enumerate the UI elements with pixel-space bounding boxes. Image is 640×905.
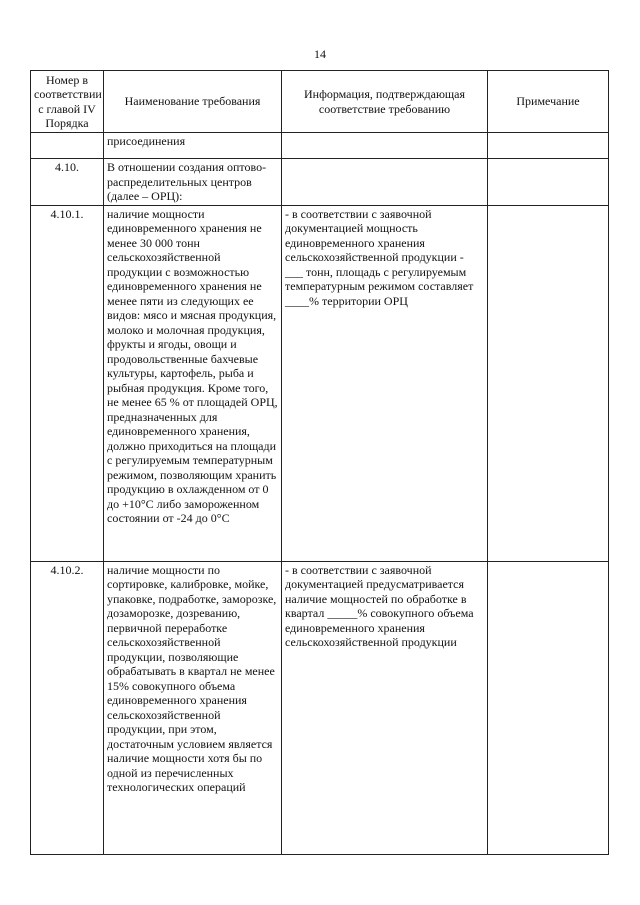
row-information: - в соответствии с заявочной документацией предусматривается наличие мощностей по обработке в квартал _____% совокупного объема единовременного хранения сельскохозяйственной продукции [282,561,488,854]
row-information: - в соответствии с заявочной документацией мощность единовременного хранения сельскохозяйственной продукции - ___ тонн, площадь с регулируемым температурным режимом составляет ____% территории ОРЦ [282,205,488,561]
row-note [488,205,609,561]
row-number: 4.10. [31,159,104,206]
table-row [31,133,609,159]
header-number: Номер в соответствии с главой IV Порядка [31,71,104,133]
row-requirement: присоединения [104,133,282,159]
row-information [282,133,488,159]
page-number: 14 [314,47,326,61]
header-note: Примечание [488,71,609,133]
table-row [31,561,609,854]
header-information: Информация, подтверждающая соответствие требованию [282,71,488,133]
row-number: 4.10.1. [31,205,104,561]
table-row [31,205,609,561]
row-number [31,133,104,159]
header-requirement: Наименование требования [104,71,282,133]
requirements-table [30,70,609,855]
row-requirement: наличие мощности единовременного хранения не менее 30 000 тонн сельскохозяйственной продукции с возможностью единовременного хранения не менее пяти из следующих ее видов: мясо и мясная продукция, молоко и молочная продукция, фрукты и ягоды, овощи и продовольственные бахчевые культуры, картофель, рыба и рыбная продукция. Кроме того, не менее 65 % от площадей ОРЦ, предназначенных для единовременного хранения, должно приходиться на площади с регулируемым температурным режимом, позволяющим хранить продукцию в охлажденном от 0 до +10°С либо замороженном состоянии от -24 до 0°С [104,205,282,561]
row-number: 4.10.2. [31,561,104,854]
table-row [31,159,609,206]
row-note [488,133,609,159]
row-note [488,159,609,206]
row-requirement: наличие мощности по сортировке, калибровке, мойке, упаковке, подработке, заморозке, дозаморозке, дозреванию, первичной переработке сельскохозяйственной продукции, позволяющие обрабатывать в квартал не менее 15% совокупного объема единовременного хранения сельскохозяйственной продукции, при этом, достаточным условием является наличие мощности хотя бы по одной из перечисленных технологических операций [104,561,282,854]
row-information [282,159,488,206]
row-note [488,561,609,854]
row-requirement: В отношении создания оптово-распределительных центров (далее – ОРЦ): [104,159,282,206]
table-header-row [31,71,609,133]
